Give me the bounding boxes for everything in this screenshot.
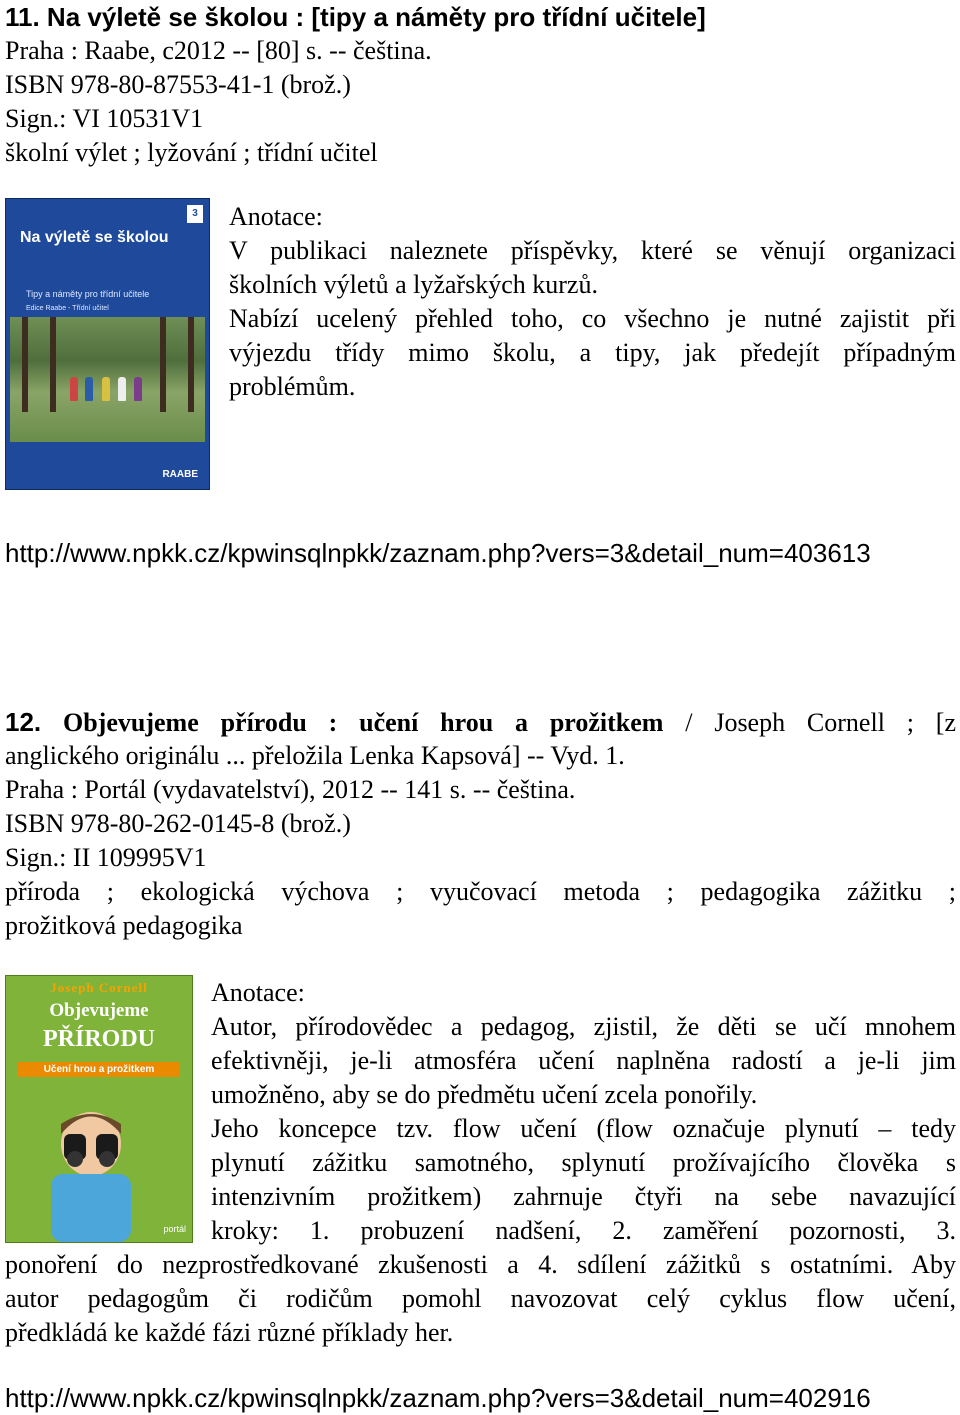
entry-12-keywords: příroda ; ekologická výchova ; vyučovací metoda ; pedagogika zážitku ;	[5, 877, 956, 906]
book-cover-objevujeme-prirodu	[5, 975, 193, 1243]
entry-11-keywords: školní výlet ; lyžování ; třídní učitel	[5, 138, 378, 167]
entry-11-title: 11. Na výletě se školou : [tipy a náměty pro třídní učitele]	[5, 2, 706, 32]
publisher-logo-portal: portál	[163, 1224, 186, 1234]
entry-11-signature: Sign.: VI 10531V1	[5, 104, 204, 133]
cover-title-line2: PŘÍRODU	[43, 1026, 155, 1052]
entry-12-publication: Praha : Portál (vydavatelství), 2012 -- 141 s. -- čeština.	[5, 775, 576, 804]
entry-12-heading	[5, 705, 956, 739]
entry-12-signature: Sign.: II 109995V1	[5, 843, 207, 872]
entry-12-responsibility: / Joseph Cornell ; [z	[663, 708, 956, 737]
publisher-logo-raabe: RAABE	[159, 468, 201, 481]
entry-12-title: Objevujeme přírodu : učení hrou a prožitkem	[63, 708, 664, 737]
entry-11-publication: Praha : Raabe, c2012 -- [80] s. -- čeština.	[5, 36, 432, 65]
entry-12-url-link[interactable]: http://www.npkk.cz/kpwinsqlnpkk/zaznam.php?vers=3&detail_num=402916	[5, 1383, 871, 1413]
cover-number: 3	[187, 205, 203, 223]
entry-12-annotation: Autor, přírodovědec a pedagog, zjistil, že děti se učí mnohem efektivněji, je-li atmosféra učení naplněna radostí a je-li jim umožněno, aby se do předmětu učení zcela ponořily. Jeho koncepce tzv. flow učení (flow označuje plynutí – tedy plynutí zážitku samotného, splynutí prožívajícího člověka s intenzivním prožitkem) zahrnuje čtyři na sebe navazující kroky: 1. probuzení nadšení, 2. zaměření pozornosti, 3.	[211, 1012, 956, 1245]
cover-subtitle-2: Edice Raabe - Třídní učitel	[26, 305, 109, 312]
cover-author: Joseph Cornell	[50, 980, 148, 995]
entry-11-annotation-label: Anotace:	[229, 202, 323, 231]
cover-subtitle: Tipy a náměty pro třídní učitele	[26, 289, 150, 299]
entry-11-isbn: ISBN 978-80-87553-41-1 (brož.)	[5, 70, 351, 99]
entry-11-url-link[interactable]: http://www.npkk.cz/kpwinsqlnpkk/zaznam.php?vers=3&detail_num=403613	[5, 538, 871, 568]
book-cover-na-vylete	[5, 198, 210, 490]
entry-12-annotation-continued: ponoření do nezprostředkované zkušenosti a 4. sdílení zážitků s ostatními. Aby autor pedagogům či rodičům pomohl navozovat celý cyklus flow učení, předkládá ke každé fázi různé příklady her.	[5, 1250, 956, 1347]
cover-title: Na výletě se školou	[20, 229, 169, 246]
entry-12-keywords-2: prožitková pedagogika	[5, 911, 243, 940]
entry-11-annotation: V publikaci naleznete příspěvky, které se věnují organizaci školních výletů a lyžařských kurzů. Nabízí ucelený přehled toho, co všechno je nutné zajistit při výjezdu třídy mimo školu, a tipy, jak předejít případným problémům.	[229, 236, 956, 401]
entry-12-number: 12.	[5, 707, 42, 737]
cover-subtitle: Učení hrou a prožitkem	[18, 1062, 180, 1077]
cover-photo-child-binoculars	[46, 1104, 136, 1242]
cover-photo-forest	[10, 317, 205, 442]
cover-title-line1: Objevujeme	[49, 1000, 149, 1021]
entry-12-isbn: ISBN 978-80-262-0145-8 (brož.)	[5, 809, 351, 838]
entry-12-annotation-label: Anotace:	[211, 978, 305, 1007]
entry-12-responsibility-2: anglického originálu ... přeložila Lenka Kapsová] -- Vyd. 1.	[5, 741, 625, 770]
